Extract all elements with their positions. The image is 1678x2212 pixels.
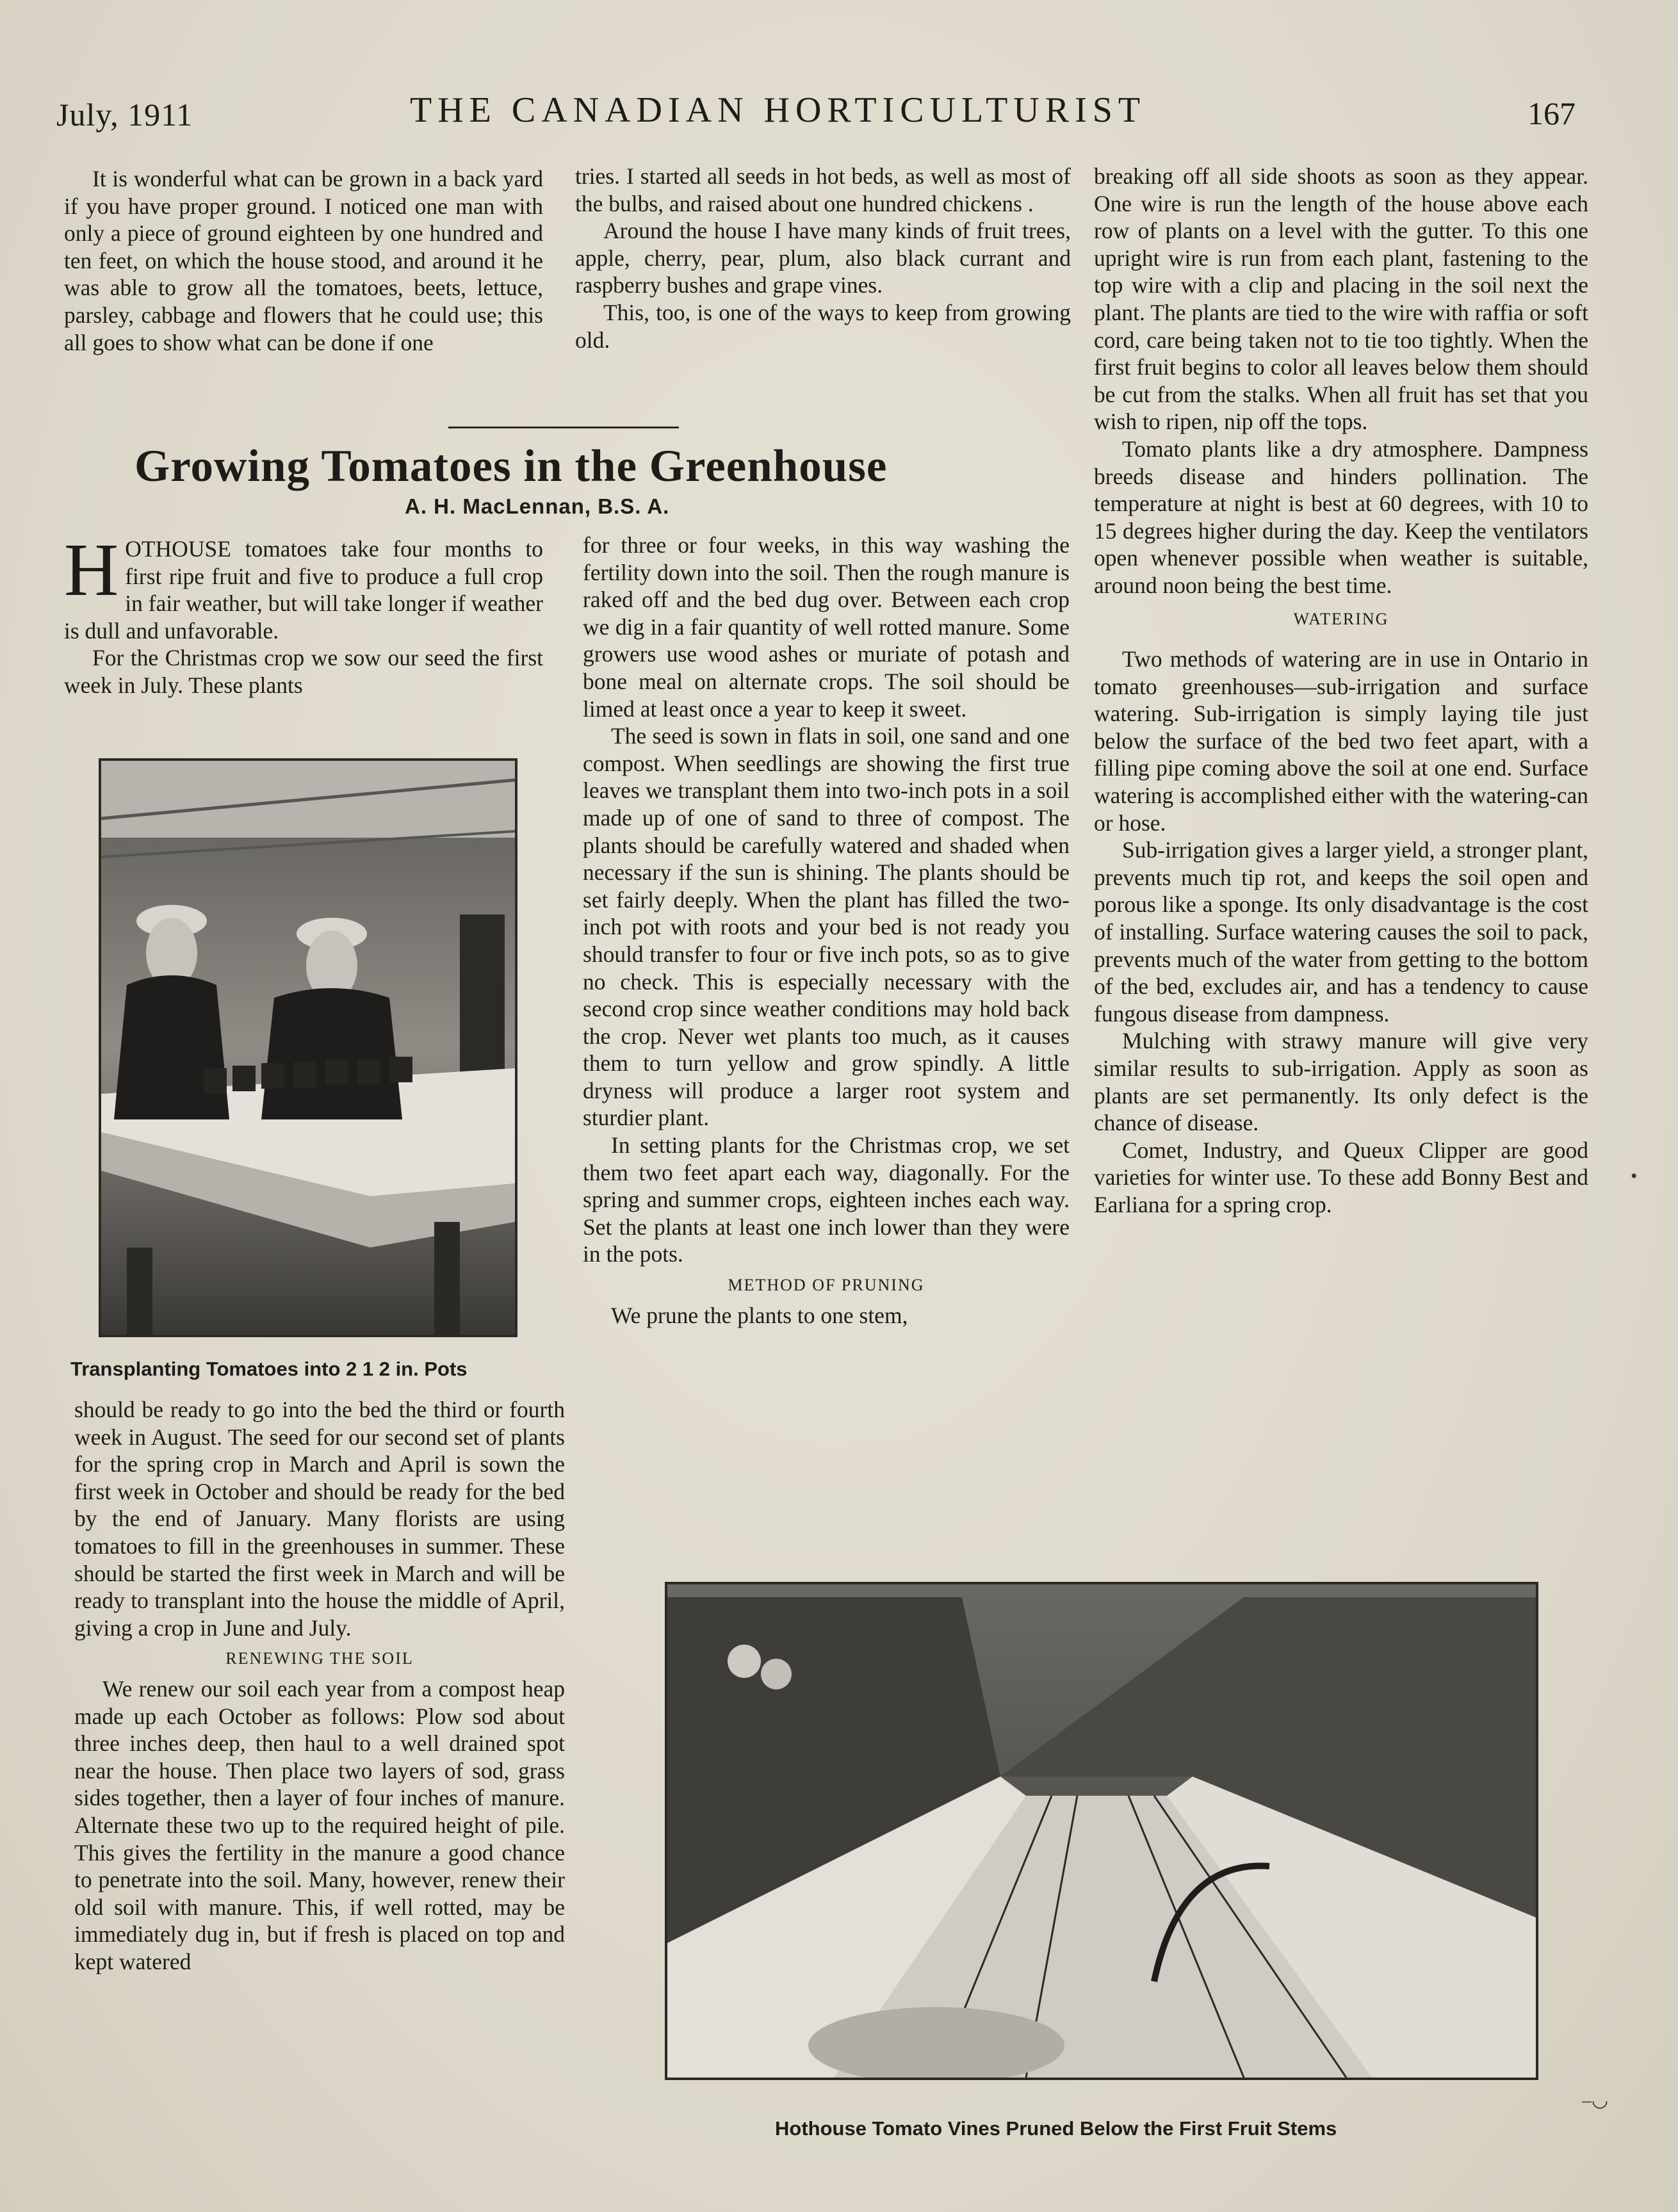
paragraph: Two methods of watering are in use in Ontario in tomato greenhouses—sub-irrigation and surface watering. Sub-irrigation is simply laying tile just below the surface of the bed two feet apart, with a filling pipe coming above the soil at one end. Surface watering is accomplished either with the watering-can or hose. [1094, 646, 1588, 836]
paragraph: Sub-irrigation gives a larger yield, a stronger plant, prevents much tip rot, and keeps the soil open and porous like a sponge. Its only disadvantage is the cost of installing. Surface watering causes the soil to pack, prevents much of the water from getting to the bottom of the bed, excludes air, and has a tendency to cause fungous disease from dampness. [1094, 837, 1588, 1027]
page-mark: • [1631, 1166, 1638, 1187]
article-col1-bottom [74, 1396, 565, 1975]
page-number: 167 [1527, 95, 1576, 131]
paragraph: breaking off all side shoots as soon as they appear. One wire is run the length of the house above each row of plants on a level with the gutter. To this one upright wire is run from each plant, fastening to the top wire with a clip and placing in the soil next the plant. The plants are tied to the wire with raffia or soft cord, care being taken not to tie too tightly. When the first fruit begins to color all leaves below them should be cut from the stalks. When all fruit has set that you wish to ripen, nip off the tops. [1094, 163, 1588, 435]
paragraph: Tomato plants like a dry atmosphere. Dampness breeds disease and hinders pollination. The temperature at night is best at 60 degrees, with 10 to 15 degrees higher during the day. Keep the ventilators open whenever possible when weather is suitable, around noon being the best time. [1094, 435, 1588, 598]
paragraph: Comet, Industry, and Queux Clipper are good varieties for winter use. To these add Bonny Best and Earliana for a spring crop. [1094, 1137, 1588, 1217]
subheading-renewing-soil: RENEWING THE SOIL [225, 1649, 414, 1668]
lead-paragraph [64, 528, 543, 644]
issue-date: July, 1911 [56, 97, 193, 133]
paragraph: We prune the plants to one stem, [611, 1302, 908, 1328]
prior-paragraph: This, too, is one of the ways to keep from growing old. [575, 299, 1071, 353]
article-col3 [1094, 163, 1588, 1219]
article-byline: A. H. MacLennan, B.S. A. [405, 494, 670, 518]
page-mark: –◡ [1582, 2090, 1609, 2111]
paragraph: Mulching with strawy manure will give very similar results to sub-irrigation. Apply as soon as plants are set permanently. Its only defect is the chance of disease. [1094, 1028, 1588, 1136]
paragraph: We renew our soil each year from a compost heap made up each October as follows: Plow sod about three inches deep, then haul to a well drained spot near the house. Then place two layers of sod, grass sides together, then a layer of four inches of manure. Alternate these two up to the required height of pile. This gives the fertility in the manure a good chance to penetrate into the soil. Many, however, renew their old soil with manure. This, if well rotted, may be immediately dug in, but if fresh is placed on top and kept watered [74, 1675, 565, 1974]
greenhouse-vines-photo [665, 1582, 1538, 2080]
magazine-title: THE CANADIAN HORTICULTURIST [410, 90, 1146, 130]
drop-cap: H [64, 528, 119, 612]
section-divider [448, 427, 679, 428]
prior-article-col2 [575, 163, 1071, 354]
subheading-watering: WATERING [1293, 609, 1389, 628]
subheading-pruning: METHOD OF PRUNING [728, 1276, 925, 1295]
paragraph: For the Christmas crop we sow our seed the first week in July. These plants [64, 645, 543, 698]
lead-text: OTHOUSE tomatoes take four months to first ripe fruit and five to produce a full crop in fair weather, but will take longer if weather is dull and unfavorable. [64, 536, 543, 644]
photo-caption: Transplanting Tomatoes into 2 1 2 in. Pots [70, 1358, 468, 1380]
article-col1-top [64, 528, 543, 699]
article-col2 [583, 532, 1070, 1329]
photo-caption: Hothouse Tomato Vines Pruned Below the First Fruit Stems [775, 2117, 1337, 2140]
prior-paragraph: tries. I started all seeds in hot beds, as well as most of the bulbs, and raised about one hundred chickens . [575, 163, 1071, 216]
paragraph: The seed is sown in flats in soil, one sand and one compost. When seedlings are showing the first true leaves we transplant them into two-inch pots in a soil made up of one of sand to three of compost. The plants should be carefully watered and shaded when necessary if the sun is shining. The plants should be set fairly deeply. When the plant has filled the two-inch pot with roots and your bed is not ready you should transfer to four or five inch pots, so as to give no check. This is especially necessary with the second crop since weather conditions may hold back the crop. Never wet plants too much, as it causes them to turn yellow and grow spindly. A little dryness will produce a larger root system and sturdier plant. [583, 723, 1070, 1131]
paragraph: should be ready to go into the bed the third or fourth week in August. The seed for our second set of plants for the spring crop in March and April is sown the first week in October and should be ready for the bed by the end of January. Many florists are using tomatoes to fill in the greenhouses in summer. These should be started the first week in March and will be ready to transplant into the house the middle of April, giving a crop in June and July. [74, 1397, 565, 1641]
prior-paragraph: It is wonderful what can be grown in a back yard if you have proper ground. I noticed one man with only a piece of ground eighteen by one hundred and ten feet, on which the house stood, and around it he was able to grow all the tomatoes, beets, lettuce, parsley, cabbage and flowers that he could use; this all goes to show what can be done if one [64, 166, 543, 355]
paragraph: In setting plants for the Christmas crop, we set them two feet apart each way, diagonally. For the spring and summer crops, eighteen inches each way. Set the plants at least one inch lower than they were in the pots. [583, 1132, 1070, 1267]
article-title: Growing Tomatoes in the Greenhouse [134, 441, 888, 491]
prior-article-col1 [64, 165, 543, 356]
prior-paragraph: Around the house I have many kinds of fruit trees, apple, cherry, pear, plum, also black currant and raspberry bushes and grape vines. [575, 218, 1071, 298]
paragraph: for three or four weeks, in this way washing the fertility down into the soil. Then the rough manure is raked off and the bed dug over. Between each crop we dig in a fair quantity of well rotted manure. Some growers use wood ashes or muriate of potash and bone meal on alternate crops. The soil should be limed at least once a year to keep it sweet. [583, 532, 1070, 722]
transplanting-photo [99, 758, 517, 1337]
